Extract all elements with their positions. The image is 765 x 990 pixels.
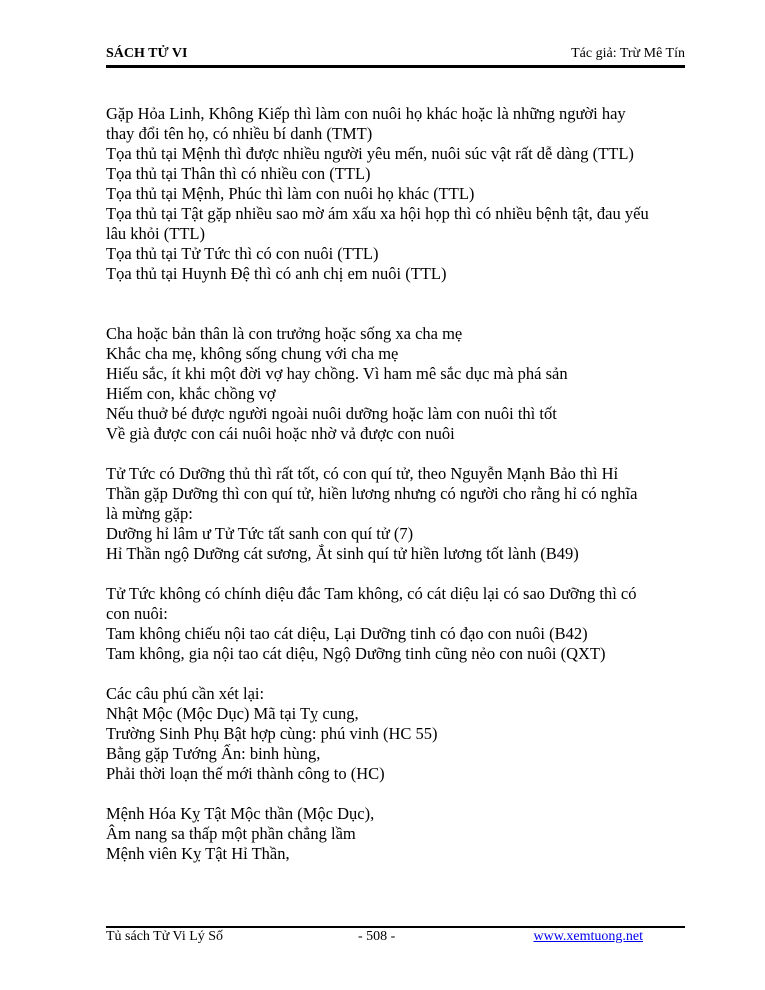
text-line: Nếu thuở bé được người ngoài nuôi dưỡng hoặc làm con nuôi thì tốt [106,404,557,423]
page-number: - 508 - [358,929,396,944]
text-line: Tọa thủ tại Huynh Đệ thì có anh chị em nuôi (TTL) [106,264,447,283]
author-label: Tác giả: Trừ Mê Tín [571,46,685,61]
text-line: Mệnh Hóa Kỵ Tật Mộc thần (Mộc Dục), [106,804,375,823]
paragraph-spacer [106,284,691,324]
paragraph-1 [106,104,691,284]
page-header [106,46,685,66]
text-line: Nhật Mộc (Mộc Dục) Mã tại Tỵ cung, [106,704,359,723]
paragraph-spacer [106,784,691,804]
text-line: Tọa thủ tại Tử Tức thì có con nuôi (TTL) [106,244,379,263]
website-link[interactable]: www.xemtuong.net [533,929,643,944]
text-line: Dưỡng hỉ lâm ư Tử Tức tất sanh con quí tử (7) [106,524,414,543]
text-line: Âm nang sa thấp một phần chẳng lầm [106,824,356,843]
text-line: Gặp Hỏa Linh, Không Kiếp thì làm con nuôi họ khác hoặc là những người hay [106,104,626,123]
paragraph-spacer [106,444,691,464]
text-line: con nuôi: [106,604,168,623]
paragraph-5 [106,684,691,784]
page-footer [106,929,685,947]
text-line: Tam không, gia nội tao cát diệu, Ngộ Dưỡng tinh cũng nẻo con nuôi (QXT) [106,644,606,663]
header-divider [106,65,685,68]
text-line: Hiếu sắc, ít khi một đời vợ hay chồng. Vì ham mê sắc dục mà phá sản [106,364,568,383]
paragraph-spacer [106,564,691,584]
text-line: Trường Sinh Phụ Bật hợp cùng: phú vinh (HC 55) [106,724,438,743]
page-content [106,104,691,864]
text-line: Thần gặp Dưỡng thì con quí tử, hiền lương nhưng có người cho rằng hỉ có nghĩa [106,484,638,503]
series-title: Tủ sách Tử Vi Lý Số [106,929,224,944]
paragraph-6 [106,804,691,864]
text-line: Khắc cha mẹ, không sống chung với cha mẹ [106,344,399,363]
text-line: Các câu phú cần xét lại: [106,684,265,703]
text-line: Phải thời loạn thế mới thành công to (HC) [106,764,385,783]
footer-divider [106,926,685,928]
book-title: SÁCH TỬ VI [106,46,188,61]
paragraph-3 [106,464,691,564]
text-line: Tọa thủ tại Tật gặp nhiều sao mờ ám xấu xa hội họp thì có nhiều bệnh tật, đau yếu [106,204,649,223]
text-line: Tử Tức có Dưỡng thủ thì rất tốt, có con quí tử, theo Nguyễn Mạnh Bảo thì Hỉ [106,464,619,483]
text-line: Mệnh viên Kỵ Tật Hỉ Thần, [106,844,290,863]
text-line: Về già được con cái nuôi hoặc nhờ vả được con nuôi [106,424,455,443]
text-line: Tam không chiếu nội tao cát diệu, Lại Dưỡng tinh có đạo con nuôi (B42) [106,624,588,643]
paragraph-4 [106,584,691,664]
text-line: Tọa thủ tại Thân thì có nhiều con (TTL) [106,164,371,183]
text-line: lâu khỏi (TTL) [106,224,205,243]
text-line: Tử Tức không có chính diệu đắc Tam không, có cát diệu lại có sao Dưỡng thì có [106,584,637,603]
paragraph-spacer [106,664,691,684]
text-line: Bằng gặp Tướng Ấn: binh hùng, [106,744,321,763]
text-line: là mừng gặp: [106,504,193,523]
text-line: thay đổi tên họ, có nhiều bí danh (TMT) [106,124,373,143]
text-line: Tọa thủ tại Mệnh thì được nhiều người yêu mến, nuôi súc vật rất dễ dàng (TTL) [106,144,634,163]
text-line: Tọa thủ tại Mệnh, Phúc thì làm con nuôi họ khác (TTL) [106,184,475,203]
text-line: Cha hoặc bản thân là con trưởng hoặc sống xa cha mẹ [106,324,463,343]
text-line: Hỉ Thần ngộ Dưỡng cát sương, Ắt sinh quí tử hiền lương tốt lành (B49) [106,544,579,563]
text-line: Hiếm con, khắc chồng vợ [106,384,276,403]
paragraph-2 [106,324,691,444]
